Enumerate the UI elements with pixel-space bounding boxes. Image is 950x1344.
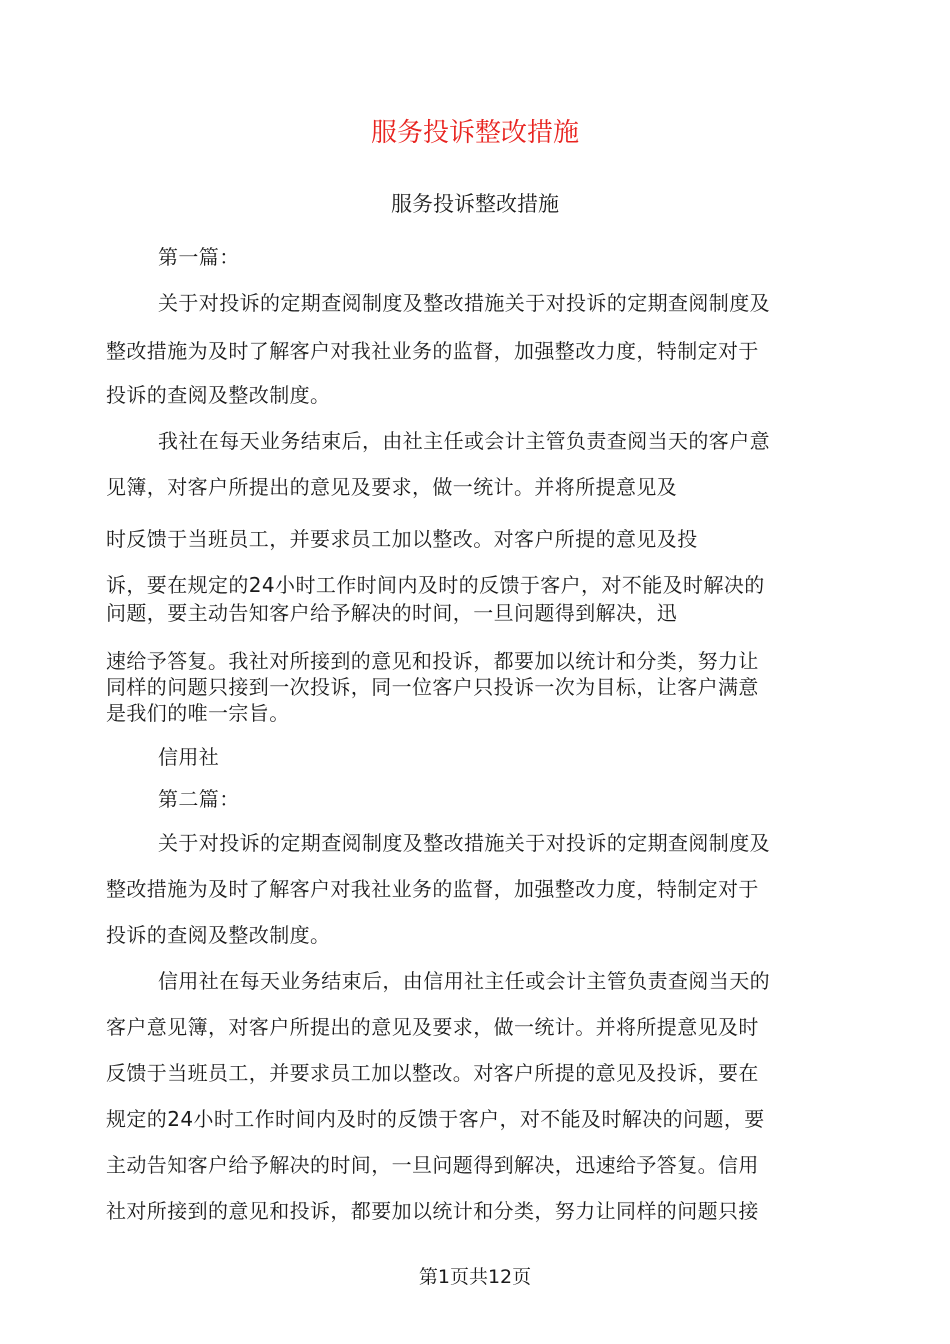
document-subtitle: 服务投诉整改措施: [391, 192, 559, 216]
text-line: 整改措施为及时了解客户对我社业务的监督，加强整改力度，特制定对于: [106, 339, 759, 363]
text-line: 主动告知客户给予解决的时间，一旦问题得到解决，迅速给予答复。信用: [106, 1153, 759, 1177]
text-line: 社对所接到的意见和投诉，都要加以统计和分类，努力让同样的问题只接: [106, 1199, 759, 1223]
text-line: 信用社在每天业务结束后，由信用社主任或会计主管负责查阅当天的: [158, 969, 770, 993]
text-line: 第一篇：: [158, 245, 240, 269]
text-line: 投诉的查阅及整改制度。: [106, 923, 331, 947]
document-title: 服务投诉整改措施: [370, 118, 579, 148]
text-line: 问题，要主动告知客户给予解决的时间，一旦问题得到解决，迅: [106, 601, 678, 625]
text-line: 信用社: [158, 745, 220, 769]
text-line: 第二篇：: [158, 787, 240, 811]
text-line: 我社在每天业务结束后，由社主任或会计主管负责查阅当天的客户意: [158, 429, 770, 453]
text-line: 时反馈于当班员工，并要求员工加以整改。对客户所提的意见及投: [106, 527, 698, 551]
text-line: 同样的问题只接到一次投诉，同一位客户只投诉一次为目标，让客户满意: [106, 675, 759, 699]
page-number-footer: 第1页共12页: [418, 1266, 532, 1288]
text-line: 规定的24小时工作时间内及时的反馈于客户，对不能及时解决的问题，要: [106, 1107, 765, 1131]
text-line: 投诉的查阅及整改制度。: [106, 383, 331, 407]
text-line: 速给予答复。我社对所接到的意见和投诉，都要加以统计和分类，努力让: [106, 649, 759, 673]
text-line: 客户意见簿，对客户所提出的意见及要求，做一统计。并将所提意见及时: [106, 1015, 759, 1039]
text-line: 关于对投诉的定期查阅制度及整改措施关于对投诉的定期查阅制度及: [158, 831, 770, 855]
text-line: 反馈于当班员工，并要求员工加以整改。对客户所提的意见及投诉，要在: [106, 1061, 759, 1085]
text-line: 诉，要在规定的24小时工作时间内及时的反馈于客户，对不能及时解决的: [106, 573, 765, 597]
text-line: 是我们的唯一宗旨。: [106, 701, 290, 725]
text-line: 见簿，对客户所提出的意见及要求，做一统计。并将所提意见及: [106, 475, 678, 499]
text-line: 整改措施为及时了解客户对我社业务的监督，加强整改力度，特制定对于: [106, 877, 759, 901]
text-line: 关于对投诉的定期查阅制度及整改措施关于对投诉的定期查阅制度及: [158, 291, 770, 315]
